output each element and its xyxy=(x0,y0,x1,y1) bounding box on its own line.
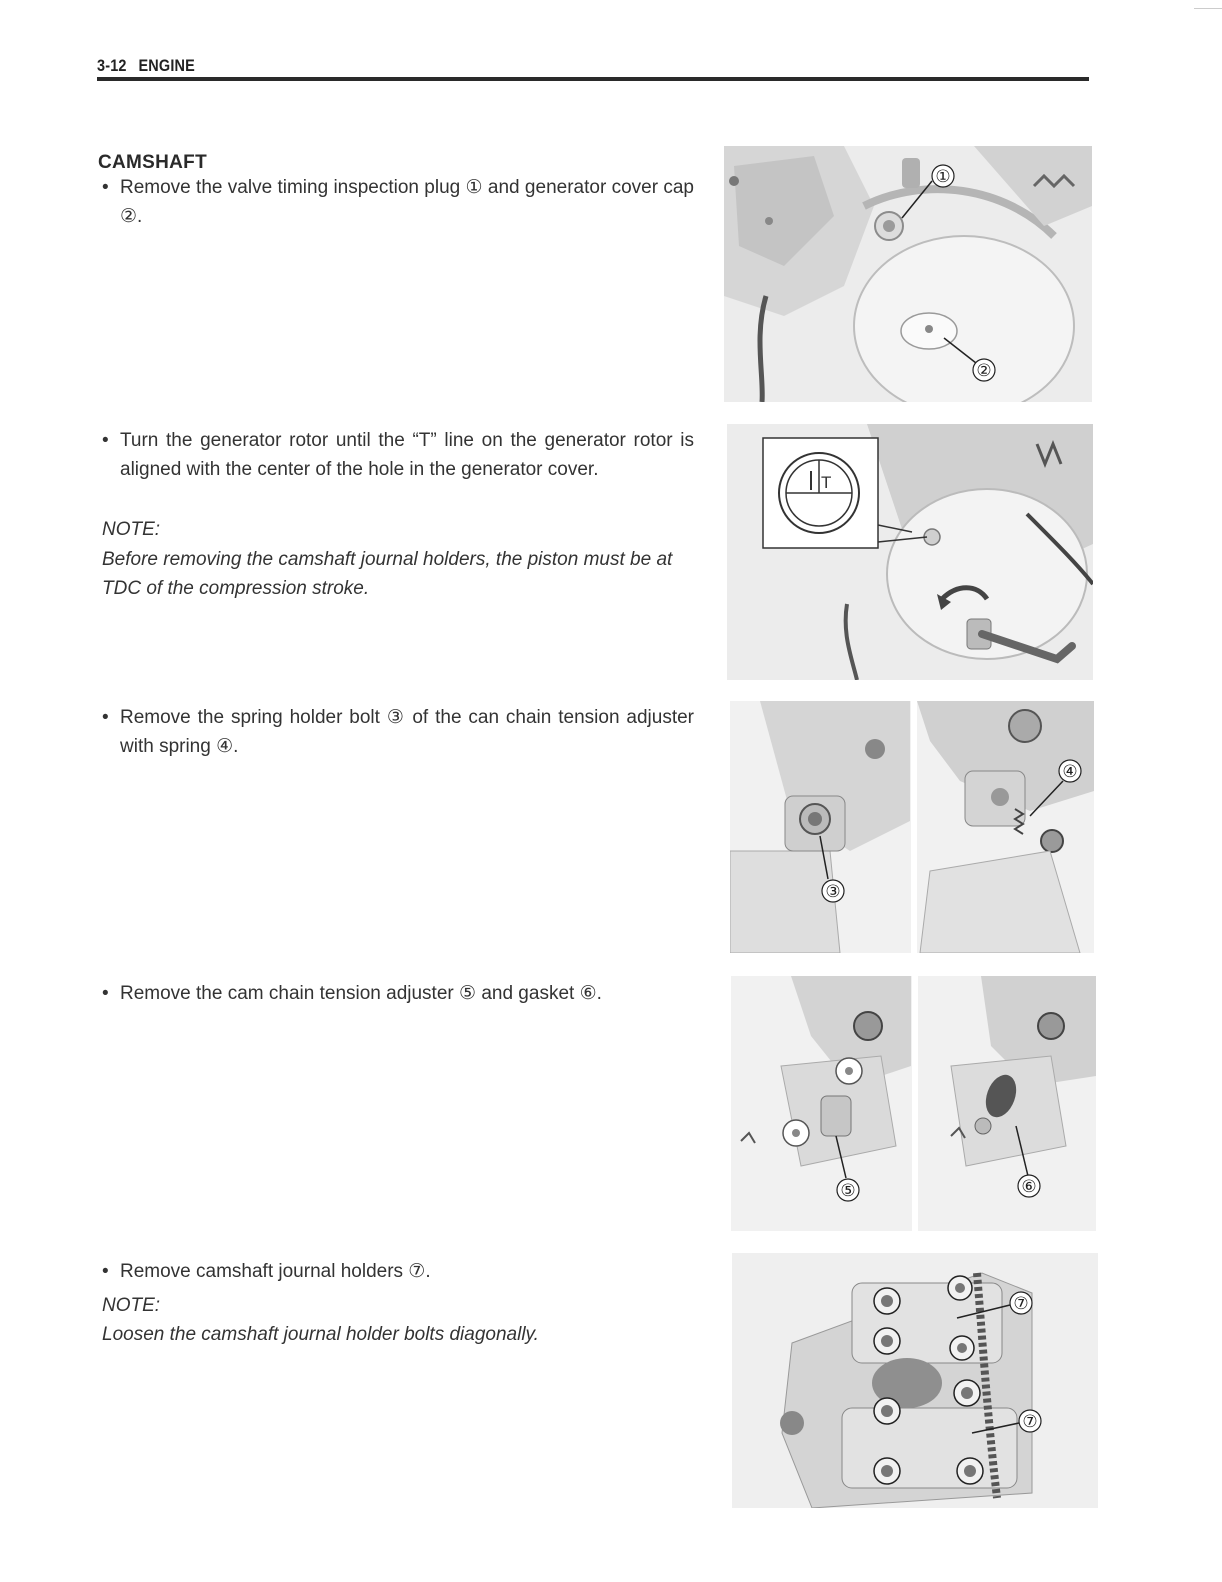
section-name: ENGINE xyxy=(138,56,195,75)
bullet: • xyxy=(102,430,109,451)
bullet: • xyxy=(102,177,109,198)
step-3 xyxy=(102,703,694,761)
inset-t-mark: T xyxy=(821,473,832,492)
figure-tension-adjuster xyxy=(731,976,1096,1231)
step-text: Remove the valve timing inspection plug ① and generator cover cap ②. xyxy=(120,177,694,227)
callout-5: ⑤ xyxy=(840,1181,856,1200)
header-rule xyxy=(97,77,1089,81)
note-text: Before removing the camshaft journal holders, the piston must be at TDC of the compression stroke. xyxy=(102,549,673,599)
bullet: • xyxy=(102,707,109,728)
note-label: NOTE: xyxy=(102,519,161,540)
step-1 xyxy=(102,173,694,231)
callout-7a: ⑦ xyxy=(1013,1294,1029,1313)
bullet: • xyxy=(102,983,109,1004)
page-header xyxy=(97,56,1089,86)
step-text: Remove camshaft journal holders ⑦. xyxy=(120,1261,431,1282)
section-title: CAMSHAFT xyxy=(98,152,207,173)
note-text: Loosen the camshaft journal holder bolts diagonally. xyxy=(102,1324,539,1345)
callout-1: ① xyxy=(935,167,951,186)
figure-rotor-timing xyxy=(727,424,1093,680)
step-text: Remove the spring holder bolt ③ of the can chain tension adjuster with spring ④. xyxy=(120,707,694,757)
scan-mark xyxy=(1194,8,1222,9)
note-label: NOTE: xyxy=(102,1295,161,1316)
figure-generator-cover xyxy=(724,146,1092,402)
figure-journal-holders xyxy=(732,1253,1098,1508)
step-text: Remove the cam chain tension adjuster ⑤ and gasket ⑥. xyxy=(120,983,602,1004)
callout-2: ② xyxy=(976,361,992,380)
bullet: • xyxy=(102,1261,109,1282)
step-2 xyxy=(102,426,694,484)
callout-6: ⑥ xyxy=(1021,1177,1037,1196)
callout-7b: ⑦ xyxy=(1022,1412,1038,1431)
callout-4: ④ xyxy=(1062,762,1078,781)
figure-spring-holder xyxy=(730,701,1094,953)
step-text: Turn the generator rotor until the “T” line on the generator rotor is aligned with the center of the hole in the generator cover. xyxy=(120,430,694,480)
step-5 xyxy=(102,1257,694,1286)
callout-3: ③ xyxy=(825,882,841,901)
page-number: 3-12 xyxy=(97,56,127,75)
step-4 xyxy=(102,979,694,1008)
